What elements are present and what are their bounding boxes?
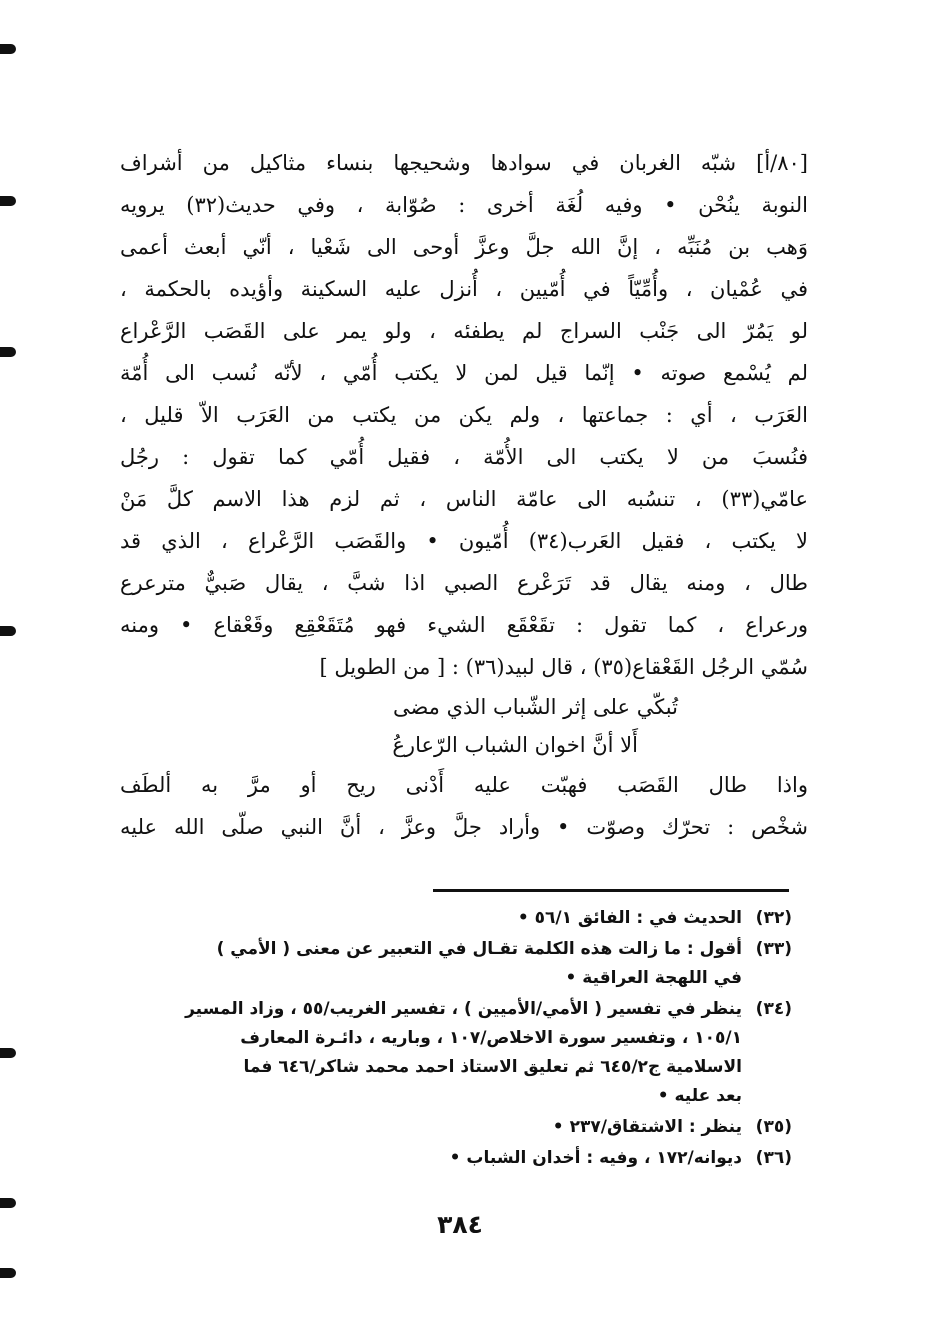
footnote-line: الحديث في : الفائق ٥٦/١ • <box>517 908 742 928</box>
footnotes <box>128 904 792 1175</box>
footnote <box>128 904 792 933</box>
footnote <box>128 935 792 993</box>
verse-line: تُبكّي على إثر الشّباب الذي مضى <box>392 695 678 719</box>
footnote-text <box>128 995 742 1111</box>
footnote-line: بعد عليه • <box>657 1086 742 1106</box>
text-line: شخْص : تحرّك وصوّت • وأراد جلَّ وعزَّ ، أنَّ النبي صلّى الله عليه <box>120 815 808 839</box>
text-line: في عُمْيان ، وأُمِّيّاً في أُمّيين ، أُنزل عليه السكينة وأؤيده بالحكمة ، <box>120 277 808 301</box>
footnote-number: (٣٥) <box>755 1117 792 1137</box>
scan-edge-mark <box>0 1198 16 1208</box>
scan-edge-mark <box>0 626 16 636</box>
footnote-text <box>128 904 742 933</box>
footnote-number: (٣٦) <box>755 1148 792 1168</box>
text-line: لو يَمُرّ الى جَنْب السراج لم يطفئه ، ولو يمر على القَصَب الرَّعْراع <box>120 319 808 343</box>
scan-edge-mark <box>0 347 16 357</box>
footnote-text <box>128 935 742 993</box>
text-line: لم يُسْمع صوته • إنّما قيل لمن لا يكتب أُمّي ، لأنّه نُسب الى أُمّة <box>120 361 808 385</box>
footnote-divider <box>433 889 789 892</box>
footnote-line: ينظر في تفسير ( الأمي/الأميين ) ، تفسير الغريب/٥٥ ، وزاد المسير <box>185 999 742 1019</box>
footnote-line: أقول : ما زالت هذه الكلمة تقـال في التعبير عن معنى ( الأمي ) <box>216 939 742 959</box>
footnote-line: ١٠٥/١ ، وتفسير سورة الاخلاص/١٠٧ ، وباريه ، دائـرة المعارف <box>240 1028 742 1048</box>
text-line: النوبة ينُحْن • وفيه لُغَة أخرى : صُوّابة ، وفي حديث(٣٢) يرويه <box>120 193 808 217</box>
footnote-line: ديوانه/١٧٢ ، وفيه : أخدان الشباب • <box>449 1148 742 1168</box>
footnote-text <box>128 1113 742 1142</box>
main-text <box>120 142 808 848</box>
text-line: لا يكتب ، فقيل العَرب(٣٤) أُمّيون • والقَصَب الرَّعْراع ، الذي قد <box>120 529 808 553</box>
text-line: سُمّي الرجُل القَعْقاع(٣٥) ، قال لبيد(٣٦) : [ من الطويل ] <box>319 655 808 679</box>
scan-edge-mark <box>0 1048 16 1058</box>
footnote <box>128 1144 792 1173</box>
footnote-number: (٣٤) <box>755 999 792 1019</box>
text-line: طال ، ومنه يقال قد تَرَعْرع الصبي اذا شبَّ ، يقال صَبيٌّ مترعرع <box>120 571 808 595</box>
scan-edge-mark <box>0 44 16 54</box>
footnote-number: (٣٢) <box>755 908 792 928</box>
text-line: وَهب بن مُنَبِّه ، إنَّ الله جلَّ وعزَّ أوحى الى شَعْيا ، أنّي أبعث أعمى <box>120 235 808 259</box>
footnote-line: الاسلامية ج٦٤٥/٢ ثم تعليق الاستاذ احمد محمد شاكر/٦٤٦ فما <box>243 1057 742 1077</box>
scan-edge-mark <box>0 196 16 206</box>
footnote-text <box>128 1144 742 1173</box>
text-line: ورعراع ، كما تقول : تقَعْقَع الشيء فهو مُتَقَعْقِع وقَعْقاع • ومنه <box>120 613 808 637</box>
text-line: العَرَب ، أي : جماعتها ، ولم يكن من يكتب من العَرَب الاّ قليل ، <box>120 403 808 427</box>
footnote-line: ينظر : الاشتقاق/٢٣٧ • <box>552 1117 742 1137</box>
footnote <box>128 995 792 1111</box>
footnote <box>128 1113 792 1142</box>
scan-edge-mark <box>0 1268 16 1278</box>
page-number: ٣٨٤ <box>437 1210 483 1239</box>
text-line: [٨٠/أ] شبّه الغربان في سوادها وشحيجها بنساء مثاكيل من أشراف <box>120 151 808 175</box>
footnote-number: (٣٣) <box>755 939 792 959</box>
text-line: واذا طال القَصَب فهبّت عليه أَدْنى ريح أو مرَّ به ألطَف <box>120 773 808 797</box>
text-line: عامّي(٣٣) ، تنسُبه الى عامّة الناس ، ثم لزم هذا الاسم كلَّ مَنْ <box>120 487 808 511</box>
text-line: فنُسبَ من لا يكتب الى الأُمّة ، فقيل أُمّي كما تقول : رجُل <box>120 445 808 469</box>
verse-line: أَلا أنَّ اخوان الشباب الرّعارعُ <box>392 733 638 757</box>
footnote-line: في اللهجة العراقية • <box>565 968 742 988</box>
